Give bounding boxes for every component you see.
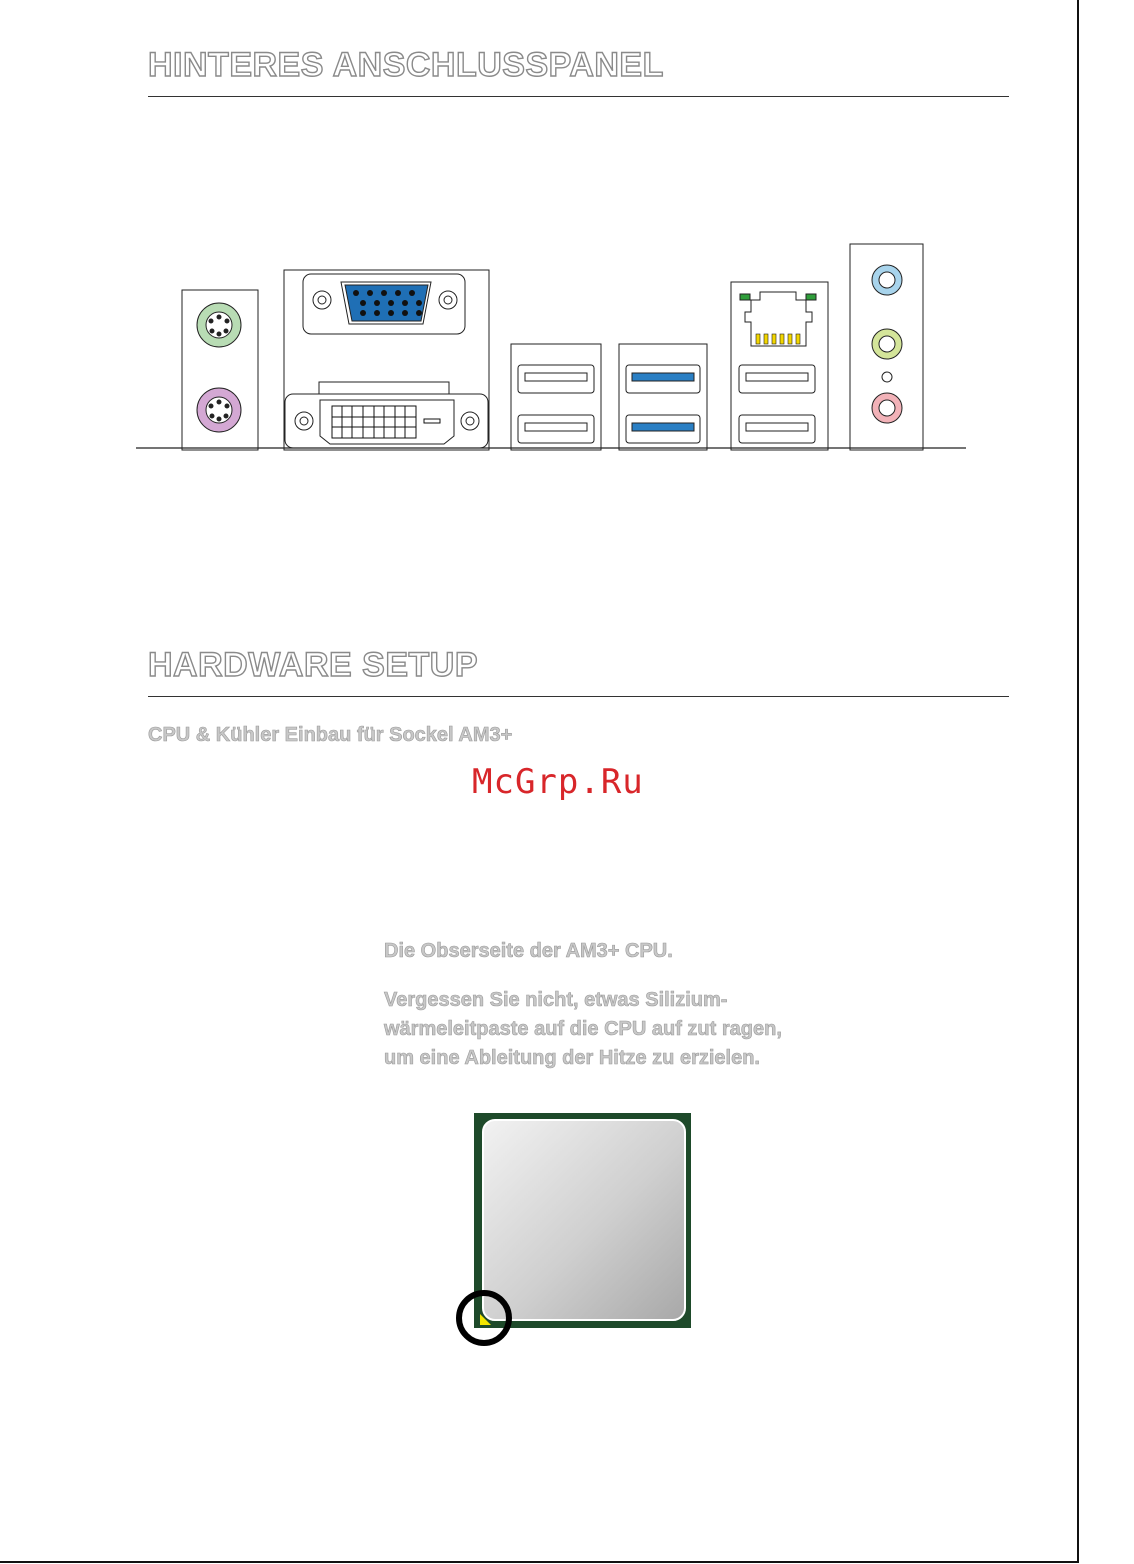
title-rule — [148, 696, 1009, 697]
page-border-bottom — [0, 1561, 1079, 1563]
cpu-cooler-subheading: CPU & Kühler Einbau für Sockel AM3+ — [148, 724, 513, 746]
usb-3-ports-icon — [619, 344, 707, 450]
ps2-keyboard-port-icon — [197, 388, 241, 432]
cpu-heatspreader — [483, 1120, 685, 1320]
usb-2-ports-icon — [511, 344, 601, 450]
rear-io-panel-diagram — [0, 230, 1134, 460]
video-ports-icon — [284, 270, 489, 450]
section-title-rear-panel: HINTERES ANSCHLUSSPANEL — [148, 46, 664, 84]
cpu-top-diagram — [450, 1108, 700, 1358]
cpu-caption-title: Die Obserseite der AM3+ CPU. — [384, 940, 673, 962]
ps2-mouse-port-icon — [197, 303, 241, 347]
ps2-ports-icon — [182, 290, 258, 450]
title-rule — [148, 96, 1009, 97]
vga-port-icon — [303, 274, 465, 334]
section-title-hardware-setup: HARDWARE SETUP — [148, 646, 479, 684]
lan-port-icon — [740, 292, 816, 346]
watermark-text: McGrp.Ru — [472, 762, 644, 802]
lan-usb-ports-icon — [731, 282, 828, 450]
cpu-caption-body: Vergessen Sie nicht, etwas Silizium-wärmeleitpaste auf die CPU auf zut ragen, um eine Ableitung der Hitze zu erzielen. — [384, 989, 782, 1069]
audio-ports-icon — [850, 244, 923, 450]
